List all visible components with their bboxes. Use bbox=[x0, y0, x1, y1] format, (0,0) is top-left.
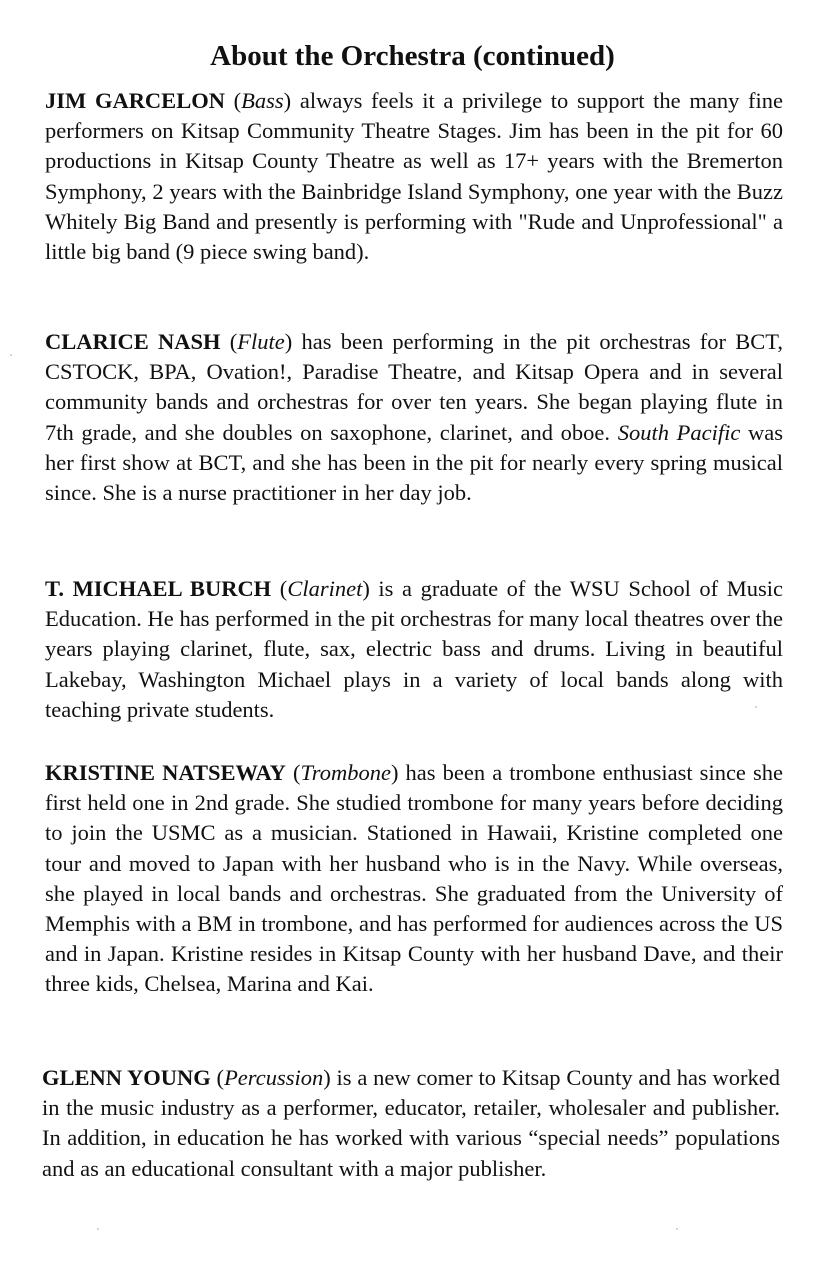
musician-instrument: Bass bbox=[241, 88, 284, 113]
bio-text: is a new comer to Kitsap County and has worked in the music industry as a performer, educator, retailer, wholesaler and publisher. In addition, in education he has worked with various “special needs” populations and as an educational consultant with a major publisher. bbox=[42, 1065, 780, 1181]
scan-speck bbox=[676, 1228, 678, 1230]
musician-instrument: Trombone bbox=[300, 760, 391, 785]
musician-name: CLARICE NASH bbox=[45, 329, 221, 354]
musician-name: JIM GARCELON bbox=[45, 88, 225, 113]
musician-instrument: Clarinet bbox=[287, 576, 363, 601]
scan-speck bbox=[10, 354, 12, 356]
bio-kristine-natseway: KRISTINE NATSEWAY (Trombone) has been a trombone enthusiast since she first held one in 2nd grade. She studied trombone for many years before deciding to join the USMC as a musician. Stationed in Hawaii, Kristine completed one tour and moved to Japan with her husband who is in the Navy. While overseas, she played in local bands and orchestras. She graduated from the University of Memphis with a BM in trombone, and has performed for audiences across the US and in Japan. Kristine resides in Kitsap County with her husband Dave, and their three kids, Chelsea, Marina and Kai. bbox=[45, 760, 783, 997]
page-title: About the Orchestra (continued) bbox=[210, 40, 615, 72]
bio-text: has been a trombone enthusiast since she first held one in 2nd grade. She studied trombone for many years before deciding to join the USMC as a musician. Stationed in Hawaii, Kristine completed one tour and moved to Japan with her husband who is in the Navy. While overseas, she played in local bands and orchestras. She graduated from the University of Memphis with a BM in trombone, and has performed for audiences across the US and in Japan. Kristine resides in Kitsap County with her husband Dave, and their three kids, Chelsea, Marina and Kai. bbox=[45, 760, 783, 997]
musician-name: T. MICHAEL BURCH bbox=[45, 576, 272, 601]
musician-instrument: Percussion bbox=[224, 1065, 324, 1090]
musician-name: KRISTINE NATSEWAY bbox=[45, 760, 286, 785]
show-title: South Pacific bbox=[617, 419, 741, 445]
scan-speck bbox=[97, 1228, 99, 1230]
musician-instrument: Flute bbox=[237, 329, 285, 354]
bio-t-michael-burch: T. MICHAEL BURCH (Clarinet) is a graduate of the WSU School of Music Education. He has performed in the pit orchestras for many local theatres over the years playing clarinet, flute, sax, electric bass and drums. Living in beautiful Lakebay, Washington Michael plays in a variety of local bands along with teaching private students. bbox=[45, 576, 784, 722]
bio-glenn-young: GLENN YOUNG (Percussion) is a new comer to Kitsap County and has worked in the music industry as a performer, educator, retailer, wholesaler and publisher. In addition, in education he has worked with various “special needs” populations and as an educational consultant with a major publisher. bbox=[42, 1065, 780, 1181]
bio-text: has been performing in the pit orchestras for BCT, CSTOCK, BPA, Ovation!, Paradise Theatre, and Kitsap Opera and in several community bands and orchestras for over ten years. She began playing flute in 7th grade, and she doubles on saxophone, clarinet, and oboe. bbox=[45, 329, 783, 445]
bio-text: is a graduate of the WSU School of Music Education. He has performed in the pit orchestras for many local theatres over the years playing clarinet, flute, sax, electric bass and drums. Living in beautiful Lakebay, Washington Michael plays in a variety of local bands along with teaching private students. bbox=[45, 576, 784, 722]
bio-text-continued: was her first show at BCT, and she has been in the pit for nearly every spring musical since. She is a nurse practitioner in her day job. bbox=[45, 419, 783, 506]
bio-jim-garcelon: JIM GARCELON (Bass) always feels it a privilege to support the many fine performers on Kitsap Community Theatre Stages. Jim has been in the pit for 60 productions in Kitsap County Theatre as well as 17+ years with the Bremerton Symphony, 2 years with the Bainbridge Island Symphony, one year with the Buzz Whitely Big Band and presently is performing with "Rude and Unprofessional" a little big band (9 piece swing band). bbox=[45, 88, 783, 265]
musician-name: GLENN YOUNG bbox=[42, 1065, 211, 1090]
bio-text: always feels it a privilege to support the many fine performers on Kitsap Community Theatre Stages. Jim has been in the pit for 60 productions in Kitsap County Theatre as well as 17+ years with the Bremerton Symphony, 2 years with the Bainbridge Island Symphony, one year with the Buzz Whitely Big Band and presently is performing with "Rude and Unprofessional" a little big band (9 piece swing band). bbox=[45, 88, 783, 265]
bio-clarice-nash: CLARICE NASH (Flute) has been performing in the pit orchestras for BCT, CSTOCK, BPA, Ovation!, Paradise Theatre, and Kitsap Opera and in several community bands and orchestras for over ten years. She began playing flute in 7th grade, and she doubles on saxophone, clarinet, and oboe. South Pacific was her first show at BCT, and she has been in the pit for nearly every spring musical since. She is a nurse practitioner in her day job. bbox=[45, 329, 783, 506]
scan-speck bbox=[755, 706, 757, 708]
